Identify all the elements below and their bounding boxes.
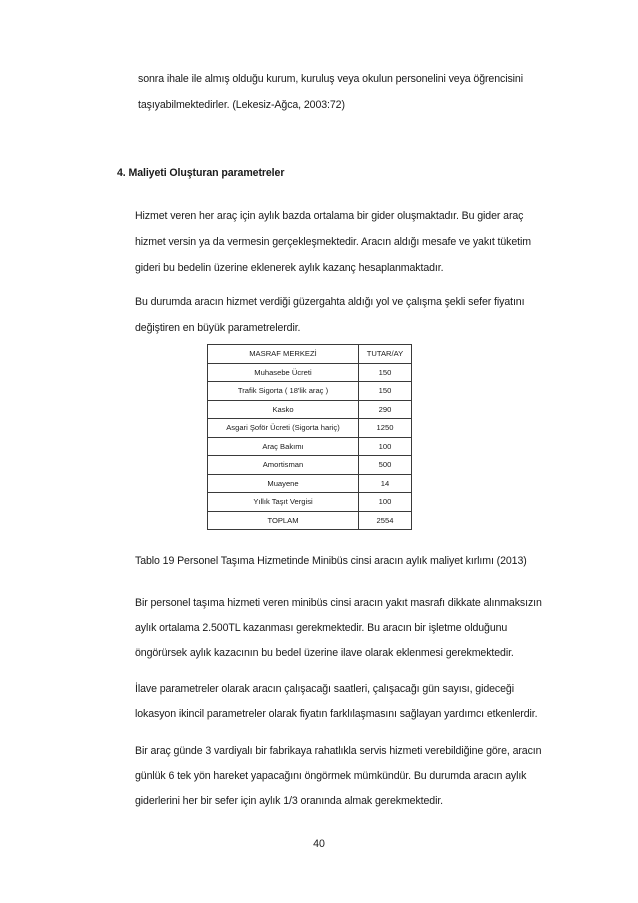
table-cell: Trafik Sigorta ( 18'lik araç ) (208, 382, 359, 401)
table-cell: 500 (359, 456, 412, 475)
paragraph-2-line-2: değiştiren en büyük parametrelerdir. (135, 322, 301, 334)
table-header-cell: TUTAR/AY (359, 345, 412, 364)
table-header-cell: MASRAF MERKEZİ (208, 345, 359, 364)
table-cell: 14 (359, 474, 412, 493)
table-cell: TOPLAM (208, 511, 359, 530)
paragraph-3-line-1: Bir personel taşıma hizmeti veren minibüs cinsi aracın yakıt masrafı dikkate alınmaksızın (135, 597, 542, 609)
table-row (208, 363, 412, 382)
table-cell: 100 (359, 493, 412, 512)
table-cell: 150 (359, 382, 412, 401)
table-cell: 150 (359, 363, 412, 382)
table-cell: Yıllık Taşıt Vergisi (208, 493, 359, 512)
paragraph-3-line-2: aylık ortalama 2.500TL kazanması gerekmektedir. Bu aracın bir işletme olduğunu (135, 622, 508, 634)
table-row (208, 400, 412, 419)
table-cell: Kasko (208, 400, 359, 419)
top-paragraph-line-1: sonra ihale ile almış olduğu kurum, kuruluş veya okulun personelini veya öğrencisini (138, 73, 523, 85)
table-row (208, 419, 412, 438)
paragraph-5-line-1: Bir araç günde 3 vardiyalı bir fabrikaya rahatlıkla servis hizmeti verebildiğine göre, aracın (135, 745, 542, 757)
table-cell: 100 (359, 437, 412, 456)
paragraph-4-line-1: İlave parametreler olarak aracın çalışacağı saatleri, çalışacağı gün sayısı, gideceği (135, 683, 514, 695)
table-cell: Muhasebe Ücreti (208, 363, 359, 382)
table-total-row (208, 511, 412, 530)
paragraph-5-line-3: giderlerini her bir sefer için aylık 1/3 oranında almak gerekmektedir. (135, 795, 444, 807)
table-cell: Asgari Şoför Ücreti (Sigorta hariç) (208, 419, 359, 438)
top-paragraph-line-2: taşıyabilmektedirler. (Lekesiz-Ağca, 2003:72) (138, 99, 345, 111)
table-row (208, 382, 412, 401)
paragraph-1-line-3: gideri bu bedelin üzerine eklenerek aylık kazanç hesaplanmaktadır. (135, 262, 444, 274)
table-row (208, 437, 412, 456)
page-number: 40 (313, 838, 325, 850)
section-heading: 4. Maliyeti Oluşturan parametreler (117, 167, 285, 179)
paragraph-3-line-3: öngörürsek aylık kazacının bu bedel üzerine ilave olarak eklenmesi gerekmektedir. (135, 647, 514, 659)
table-cell: 2554 (359, 511, 412, 530)
table-row (208, 493, 412, 512)
table-cell: Amortisman (208, 456, 359, 475)
table-cell: 1250 (359, 419, 412, 438)
paragraph-2-line-1: Bu durumda aracın hizmet verdiği güzergahta aldığı yol ve çalışma şekli sefer fiyatını (135, 296, 525, 308)
paragraph-1-line-2: hizmet versin ya da vermesin gerçekleşmektedir. Aracın aldığı mesafe ve yakıt tüketim (135, 236, 531, 248)
cost-table (207, 344, 412, 530)
paragraph-5-line-2: günlük 6 tek yön hareket yapacağını öngörmek mümkündür. Bu durumda aracın aylık (135, 770, 527, 782)
table-caption: Tablo 19 Personel Taşıma Hizmetinde Minibüs cinsi aracın aylık maliyet kırlımı (2013) (135, 555, 527, 567)
table-header-row (208, 345, 412, 364)
table-row (208, 456, 412, 475)
paragraph-4-line-2: lokasyon ikincil parametreler olarak fiyatın farklılaşmasını sağlayan yardımcı etkenlerdir. (135, 708, 538, 720)
paragraph-1-line-1: Hizmet veren her araç için aylık bazda ortalama bir gider oluşmaktadır. Bu gider araç (135, 210, 524, 222)
table-row (208, 474, 412, 493)
table-cell: Araç Bakımı (208, 437, 359, 456)
table-cell: 290 (359, 400, 412, 419)
table-cell: Muayene (208, 474, 359, 493)
